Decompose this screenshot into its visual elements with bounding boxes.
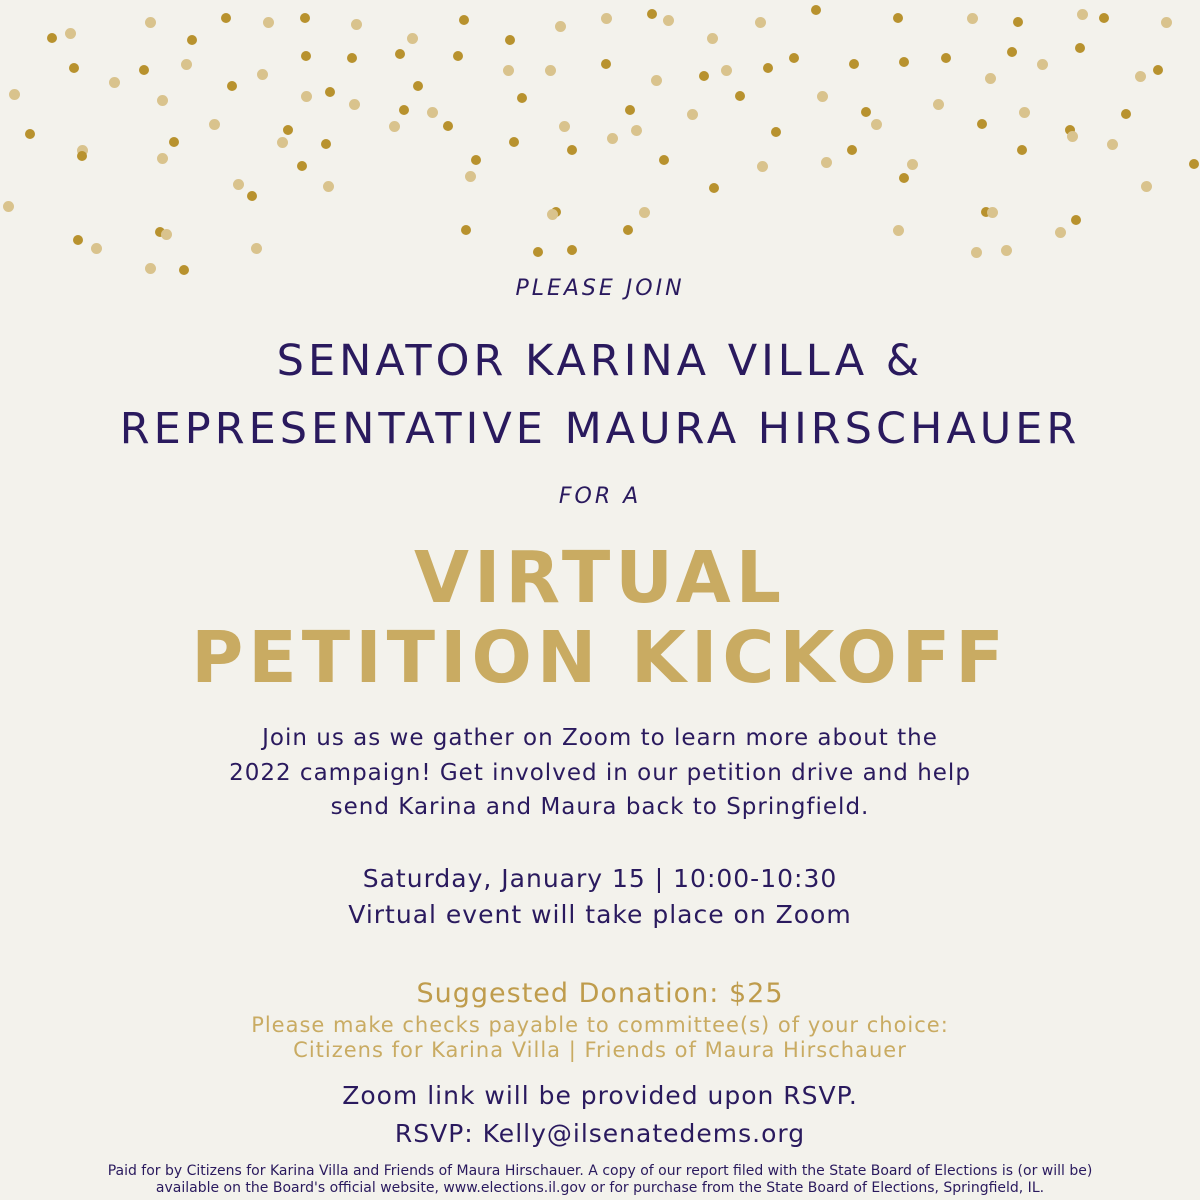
confetti-dot: [631, 125, 642, 136]
confetti-dot: [69, 63, 79, 73]
confetti-dot: [899, 57, 909, 67]
confetti-dot: [301, 91, 312, 102]
confetti-dot: [893, 225, 904, 236]
confetti-dot: [257, 69, 268, 80]
confetti-dot: [547, 209, 558, 220]
confetti-dot: [187, 35, 197, 45]
confetti-dot: [533, 247, 543, 257]
confetti-dot: [321, 139, 331, 149]
confetti-dot: [9, 89, 20, 100]
confetti-dot: [687, 109, 698, 120]
confetti-dot: [763, 63, 773, 73]
confetti-dot: [395, 49, 405, 59]
host-senator-name: SENATOR KARINA VILLA &: [276, 336, 924, 386]
confetti-dot: [509, 137, 519, 147]
confetti-dot: [91, 243, 102, 254]
confetti-dot: [407, 33, 418, 44]
confetti-dot: [347, 53, 357, 63]
confetti-dot: [1189, 159, 1199, 169]
confetti-dot: [1001, 245, 1012, 256]
confetti-dot: [459, 15, 469, 25]
confetti-dot: [893, 13, 903, 23]
suggested-donation: Suggested Donation: $25: [416, 978, 784, 1009]
confetti-dot: [755, 17, 766, 28]
confetti-dot: [1107, 139, 1118, 150]
confetti-dot: [817, 91, 828, 102]
confetti-dot: [323, 181, 334, 192]
confetti-dot: [471, 155, 481, 165]
connector-text: FOR A: [558, 484, 642, 509]
event-title-line-1: VIRTUAL: [414, 536, 786, 619]
confetti-dot: [47, 33, 57, 43]
confetti-dot: [73, 235, 83, 245]
confetti-dot: [1135, 71, 1146, 82]
confetti-dot: [847, 145, 857, 155]
disclaimer-line-2: available on the Board's official website, www.elections.il.gov or for purchase from the State Board of Elections, Springfield, IL.: [155, 1180, 1045, 1196]
confetti-dot: [623, 225, 633, 235]
confetti-dot: [349, 99, 360, 110]
confetti-dot: [399, 105, 409, 115]
confetti-dot: [277, 137, 288, 148]
confetti-dot: [461, 225, 471, 235]
confetti-dot: [3, 201, 14, 212]
confetti-dot: [77, 151, 87, 161]
confetti-dot: [1019, 107, 1030, 118]
committee-names: Citizens for Karina Villa | Friends of Maura Hirschauer: [293, 1038, 907, 1062]
confetti-dot: [1013, 17, 1023, 27]
confetti-dot: [145, 263, 156, 274]
confetti-dot: [300, 13, 310, 23]
event-title-line-2: PETITION KICKOFF: [191, 616, 1009, 699]
confetti-dot: [247, 191, 257, 201]
confetti-dot: [145, 17, 156, 28]
description-line-3: send Karina and Maura back to Springfield.: [330, 794, 870, 820]
confetti-dot: [283, 125, 293, 135]
confetti-dot: [985, 73, 996, 84]
confetti-dot: [821, 157, 832, 168]
zoom-link-note: Zoom link will be provided upon RSVP.: [342, 1081, 858, 1110]
event-location: Virtual event will take place on Zoom: [348, 900, 852, 929]
event-date-time: Saturday, January 15 | 10:00-10:30: [362, 864, 838, 893]
confetti-dot: [941, 53, 951, 63]
confetti-dot: [1153, 65, 1163, 75]
confetti-dot: [545, 65, 556, 76]
confetti-dot: [811, 5, 821, 15]
confetti-dot: [179, 265, 189, 275]
confetti-dot: [25, 129, 35, 139]
confetti-dot: [639, 207, 650, 218]
confetti-dot: [861, 107, 871, 117]
confetti-dot: [707, 33, 718, 44]
description-line-1: Join us as we gather on Zoom to learn more about the: [262, 725, 938, 751]
confetti-dot: [1077, 9, 1088, 20]
confetti-dot: [1007, 47, 1017, 57]
host-representative-name: REPRESENTATIVE MAURA HIRSCHAUER: [119, 404, 1081, 454]
confetti-dot: [971, 247, 982, 258]
confetti-dot: [625, 105, 635, 115]
confetti-dot: [967, 13, 978, 24]
description-line-2: 2022 campaign! Get involved in our petition drive and help: [229, 760, 971, 786]
confetti-dot: [651, 75, 662, 86]
confetti-dot: [505, 35, 515, 45]
confetti-dot: [871, 119, 882, 130]
gold-confetti-decoration: [0, 0, 1200, 290]
confetti-dot: [221, 13, 231, 23]
confetti-dot: [977, 119, 987, 129]
confetti-dot: [233, 179, 244, 190]
confetti-dot: [413, 81, 423, 91]
confetti-dot: [465, 171, 476, 182]
confetti-dot: [1075, 43, 1085, 53]
confetti-dot: [139, 65, 149, 75]
confetti-dot: [517, 93, 527, 103]
confetti-dot: [297, 161, 307, 171]
confetti-dot: [899, 173, 909, 183]
confetti-dot: [601, 59, 611, 69]
confetti-dot: [735, 91, 745, 101]
confetti-dot: [987, 207, 998, 218]
confetti-dot: [325, 87, 335, 97]
confetti-dot: [169, 137, 179, 147]
confetti-dot: [1161, 17, 1172, 28]
confetti-dot: [699, 71, 709, 81]
confetti-dot: [555, 21, 566, 32]
confetti-dot: [427, 107, 438, 118]
confetti-dot: [1099, 13, 1109, 23]
confetti-dot: [453, 51, 463, 61]
confetti-dot: [1121, 109, 1131, 119]
confetti-dot: [209, 119, 220, 130]
confetti-dot: [647, 9, 657, 19]
confetti-dot: [789, 53, 799, 63]
confetti-dot: [389, 121, 400, 132]
confetti-dot: [1071, 215, 1081, 225]
confetti-dot: [263, 17, 274, 28]
confetti-dot: [301, 51, 311, 61]
confetti-dot: [567, 145, 577, 155]
lead-in-text: PLEASE JOIN: [515, 276, 685, 301]
confetti-dot: [109, 77, 120, 88]
confetti-dot: [771, 127, 781, 137]
confetti-dot: [709, 183, 719, 193]
confetti-dot: [933, 99, 944, 110]
confetti-dot: [1017, 145, 1027, 155]
confetti-dot: [663, 15, 674, 26]
confetti-dot: [161, 229, 172, 240]
confetti-dot: [607, 133, 618, 144]
confetti-dot: [181, 59, 192, 70]
confetti-dot: [907, 159, 918, 170]
confetti-dot: [251, 243, 262, 254]
confetti-dot: [659, 155, 669, 165]
confetti-dot: [1067, 131, 1078, 142]
confetti-dot: [567, 245, 577, 255]
confetti-dot: [157, 95, 168, 106]
confetti-dot: [65, 28, 76, 39]
confetti-dot: [849, 59, 859, 69]
confetti-dot: [1037, 59, 1048, 70]
confetti-dot: [503, 65, 514, 76]
confetti-dot: [721, 65, 732, 76]
confetti-dot: [351, 19, 362, 30]
disclaimer-line-1: Paid for by Citizens for Karina Villa and Friends of Maura Hirschauer. A copy of our report filed with the State Board of Elections is (or will be): [107, 1163, 1093, 1179]
confetti-dot: [1055, 227, 1066, 238]
confetti-dot: [443, 121, 453, 131]
checks-payable-note: Please make checks payable to committee(s) of your choice:: [251, 1013, 949, 1037]
confetti-dot: [157, 153, 168, 164]
confetti-dot: [601, 13, 612, 24]
rsvp-email: RSVP: Kelly@ilsenatedems.org: [394, 1119, 806, 1148]
confetti-dot: [1141, 181, 1152, 192]
confetti-dot: [559, 121, 570, 132]
confetti-dot: [757, 161, 768, 172]
confetti-dot: [227, 81, 237, 91]
